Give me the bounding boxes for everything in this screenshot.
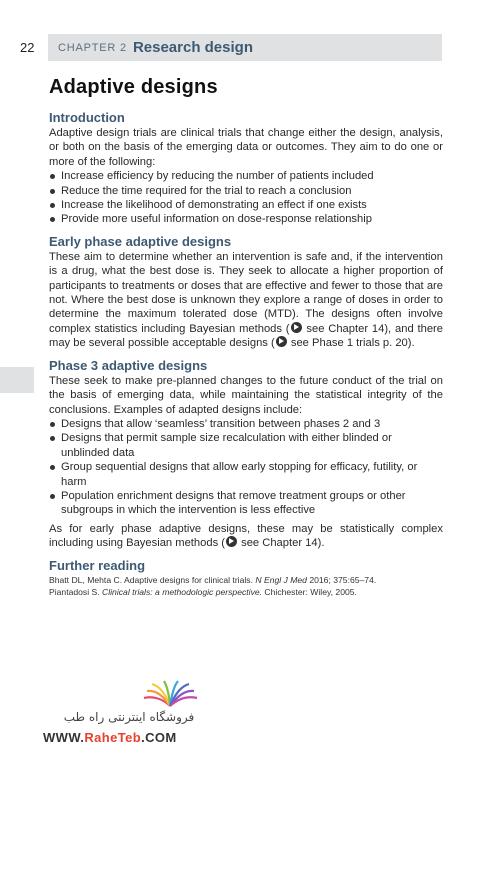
introduction-bullets xyxy=(49,169,443,227)
introduction-section xyxy=(49,110,443,227)
page-title: Adaptive designs xyxy=(49,76,218,98)
watermark-persian-text: فروشگاه اینترنتی راه طب xyxy=(63,710,195,724)
phase3-heading: Phase 3 adaptive designs xyxy=(49,357,208,373)
bullet-icon xyxy=(50,189,55,194)
cross-reference-arrow-icon xyxy=(276,336,287,347)
reference-item: Bhatt DL, Mehta C. Adaptive designs for clinical trials. N Engl J Med 2016; 375:65–74. xyxy=(49,574,377,585)
bullet-icon xyxy=(50,494,55,499)
list-item: Reduce the time required for the trial to reach a conclusion xyxy=(49,184,443,198)
bullet-icon xyxy=(50,174,55,179)
further-reading-heading: Further reading xyxy=(49,557,146,573)
cross-reference-arrow-icon xyxy=(291,322,302,333)
reference-item: Piantadosi S. Clinical trials: a methodologic perspective. Chichester: Wiley, 2005. xyxy=(49,586,357,597)
list-item: Group sequential designs that allow early stopping for efficacy, futility, or harm xyxy=(49,460,443,489)
introduction-text: Adaptive design trials are clinical trials that change either the design, analysis, or both on the basis of the emerging data or outcomes. They aim to do one or more of the following: xyxy=(49,127,443,168)
page-content xyxy=(49,76,443,598)
early-phase-text: These aim to determine whether an intervention is safe and, if the intervention is a drug, what the best dose is. They seek to allocate a higher proportion of participants to treatments or doses that are effective and fewer to those that are not. Where the best dose is unknown they explore a range of doses in order to determine the maximum tolerated dose (MTD). The designs often involve complex statistics including Bayesian methods ( see Chapter 14), and there may be several possible acceptable designs ( see Phase 1 trials p. 20). xyxy=(49,250,443,350)
bullet-icon xyxy=(50,217,55,222)
chapter-title: Research design xyxy=(132,39,253,56)
chapter-label: CHAPTER 2 xyxy=(58,41,127,54)
phase3-text: These seek to make pre-planned changes to the future conduct of the trial on the basis of emerging data, while maintaining the statistical integrity of the conclusions. Examples of adapted designs include: xyxy=(49,374,443,416)
page-number: 22 xyxy=(20,40,35,55)
bullet-icon xyxy=(50,465,55,470)
bullet-icon xyxy=(50,203,55,208)
side-thumb-tab xyxy=(0,367,34,393)
list-item: Increase the likelihood of demonstrating an effect if one exists xyxy=(49,198,443,212)
bullet-icon xyxy=(50,436,55,441)
early-phase-heading: Early phase adaptive designs xyxy=(49,233,232,249)
early-phase-section xyxy=(49,234,443,351)
phase3-section xyxy=(49,358,443,551)
running-header xyxy=(48,34,442,61)
cross-reference-arrow-icon xyxy=(226,536,237,547)
list-item: Population enrichment designs that remove treatment groups or other subgroups in which the intervention is less effective xyxy=(49,489,443,518)
phase3-bullets xyxy=(49,417,443,518)
introduction-heading: Introduction xyxy=(49,110,125,125)
list-item: Provide more useful information on dose-response relationship xyxy=(49,212,443,226)
list-item: Increase efficiency by reducing the number of patients included xyxy=(49,169,443,183)
bullet-icon xyxy=(50,422,55,427)
phase3-closing-text: As for early phase adaptive designs, these may be statistically complex including using Bayesian methods ( see Chapter 14). xyxy=(49,522,443,550)
list-item: Designs that permit sample size recalculation with either blinded or unblinded data xyxy=(49,431,443,460)
list-item: Designs that allow ‘seamless’ transition between phases 2 and 3 xyxy=(49,417,443,431)
watermark-url: WWW.RaheTeb.COM xyxy=(43,730,177,745)
further-reading-section xyxy=(49,558,443,598)
book-logo-icon xyxy=(140,680,200,710)
watermark-logo xyxy=(40,680,210,750)
